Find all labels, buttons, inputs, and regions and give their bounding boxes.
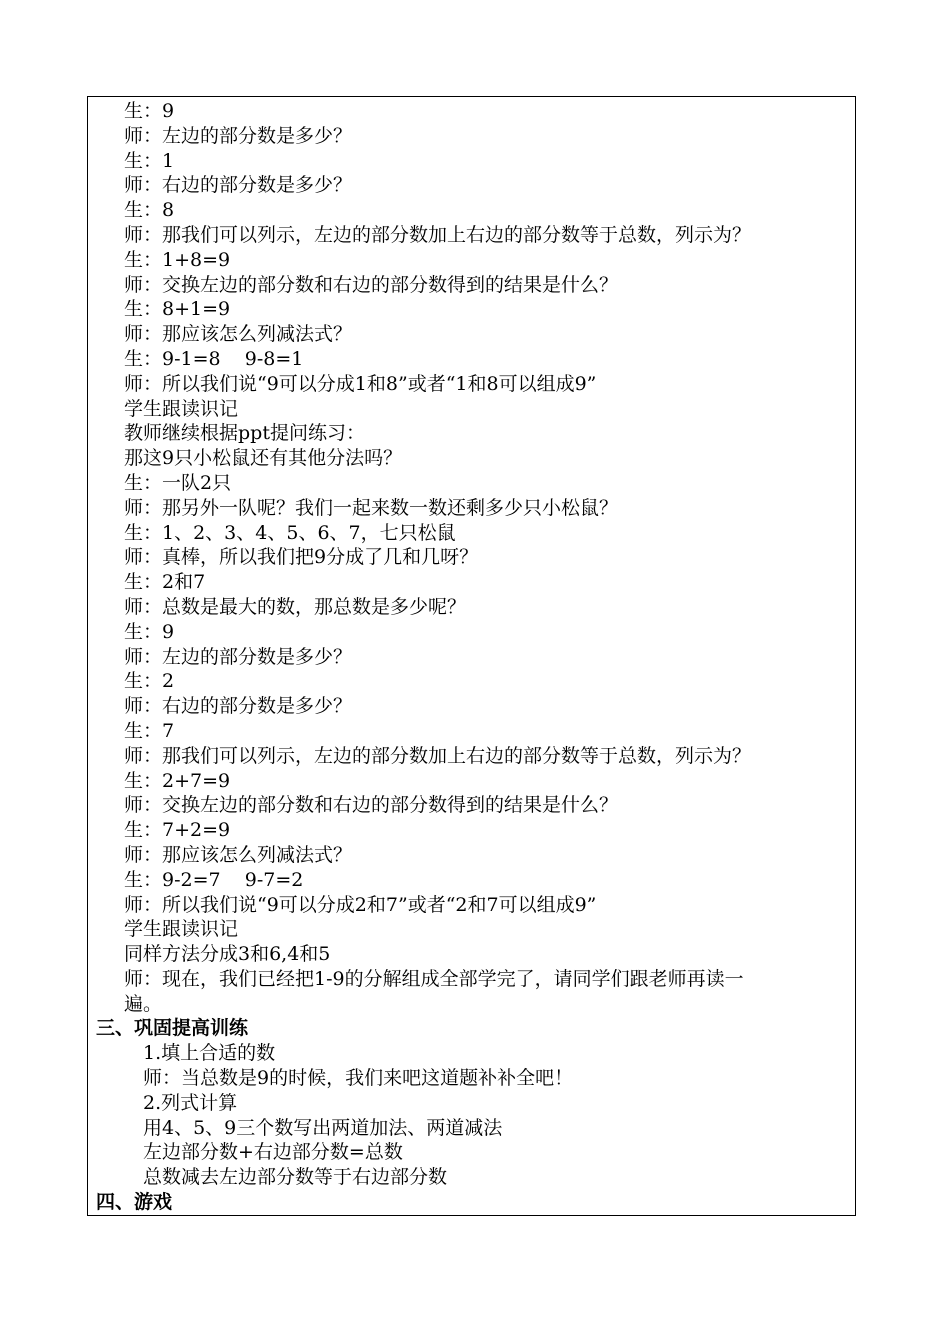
dialogue-line: 生：7 (124, 719, 175, 742)
lesson-content (88, 97, 855, 1215)
dialogue-line: 学生跟读识记 (124, 397, 239, 420)
dialogue-line: 生：7+2=9 (124, 819, 231, 842)
dialogue-line: 师：那另外一队呢？我们一起来数一数还剩多少只小松鼠？ (124, 496, 619, 519)
dialogue-line: 生：2+7=9 (124, 769, 231, 792)
section-3-line: 总数减去左边部分数等于右边部分数 (143, 1166, 448, 1189)
dialogue-line: 师：右边的部分数是多少？ (124, 695, 353, 718)
dialogue-line: 师：总数是最大的数，那总数是多少呢？ (124, 595, 467, 618)
section-3-line: 用4、5、9三个数写出两道加法、两道减法 (143, 1116, 503, 1139)
dialogue-line: 生：8 (124, 199, 175, 222)
dialogue-line: 教师继续根据ppt提问练习： (124, 422, 365, 445)
dialogue-line: 那这9只小松鼠还有其他分法吗？ (124, 447, 403, 470)
dialogue-line: 师：左边的部分数是多少？ (124, 645, 353, 668)
dialogue-line: 师：那应该怎么列减法式？ (124, 323, 353, 346)
dialogue-line: 师：交换左边的部分数和右边的部分数得到的结果是什么？ (124, 794, 619, 817)
dialogue-line: 生：2和7 (124, 571, 206, 594)
section-3-line: 1.填上合适的数 (143, 1042, 276, 1065)
section-3-line: 师：当总数是9的时候，我们来吧这道题补补全吧！ (143, 1067, 574, 1090)
dialogue-line: 师：右边的部分数是多少？ (124, 174, 353, 197)
section-3-heading: 三、巩固提高训练 (96, 1017, 249, 1040)
section-4-heading: 四、游戏 (96, 1191, 173, 1214)
section-3-line: 左边部分数+右边部分数=总数 (143, 1141, 403, 1164)
dialogue-block (88, 99, 855, 967)
dialogue-line: 生：9-2=7 9-7=2 (124, 868, 304, 891)
closing-remark-line-2: 遍。 (124, 992, 163, 1015)
dialogue-line: 师：所以我们说“9可以分成2和7”或者“2和7可以组成9” (124, 893, 597, 916)
dialogue-line: 生：2 (124, 670, 175, 693)
lesson-plan-table-cell (87, 96, 856, 1216)
section-3-line: 2.列式计算 (143, 1091, 238, 1114)
dialogue-line: 生：8+1=9 (124, 298, 231, 321)
dialogue-line: 师：那我们可以列示，左边的部分数加上右边的部分数等于总数，列示为？ (124, 223, 752, 246)
dialogue-line: 生：一队2只 (124, 471, 232, 494)
dialogue-line: 师：真棒，所以我们把9分成了几和几呀？ (124, 546, 479, 569)
dialogue-line: 生：9 (124, 100, 175, 122)
dialogue-line: 师：交换左边的部分数和右边的部分数得到的结果是什么？ (124, 273, 619, 296)
dialogue-line: 师：那应该怎么列减法式？ (124, 843, 353, 866)
dialogue-line: 师：那我们可以列示，左边的部分数加上右边的部分数等于总数，列示为？ (124, 744, 752, 767)
section-3-body (88, 1041, 855, 1190)
dialogue-line: 生：9 (124, 620, 175, 643)
dialogue-line: 生：1 (124, 149, 175, 172)
dialogue-line: 生：1+8=9 (124, 248, 231, 271)
closing-remark-line-1: 师：现在，我们已经把1-9的分解组成全部学完了，请同学们跟老师再读一 (124, 967, 744, 990)
dialogue-line: 师：所以我们说“9可以分成1和8”或者“1和8可以组成9” (124, 372, 597, 395)
dialogue-line: 师：左边的部分数是多少？ (124, 124, 353, 147)
dialogue-line: 同样方法分成3和6,4和5 (124, 943, 331, 966)
dialogue-line: 学生跟读识记 (124, 918, 239, 941)
dialogue-line: 生：9-1=8 9-8=1 (124, 347, 304, 370)
dialogue-line: 生：1、2、3、4、5、6、7，七只松鼠 (124, 521, 456, 544)
